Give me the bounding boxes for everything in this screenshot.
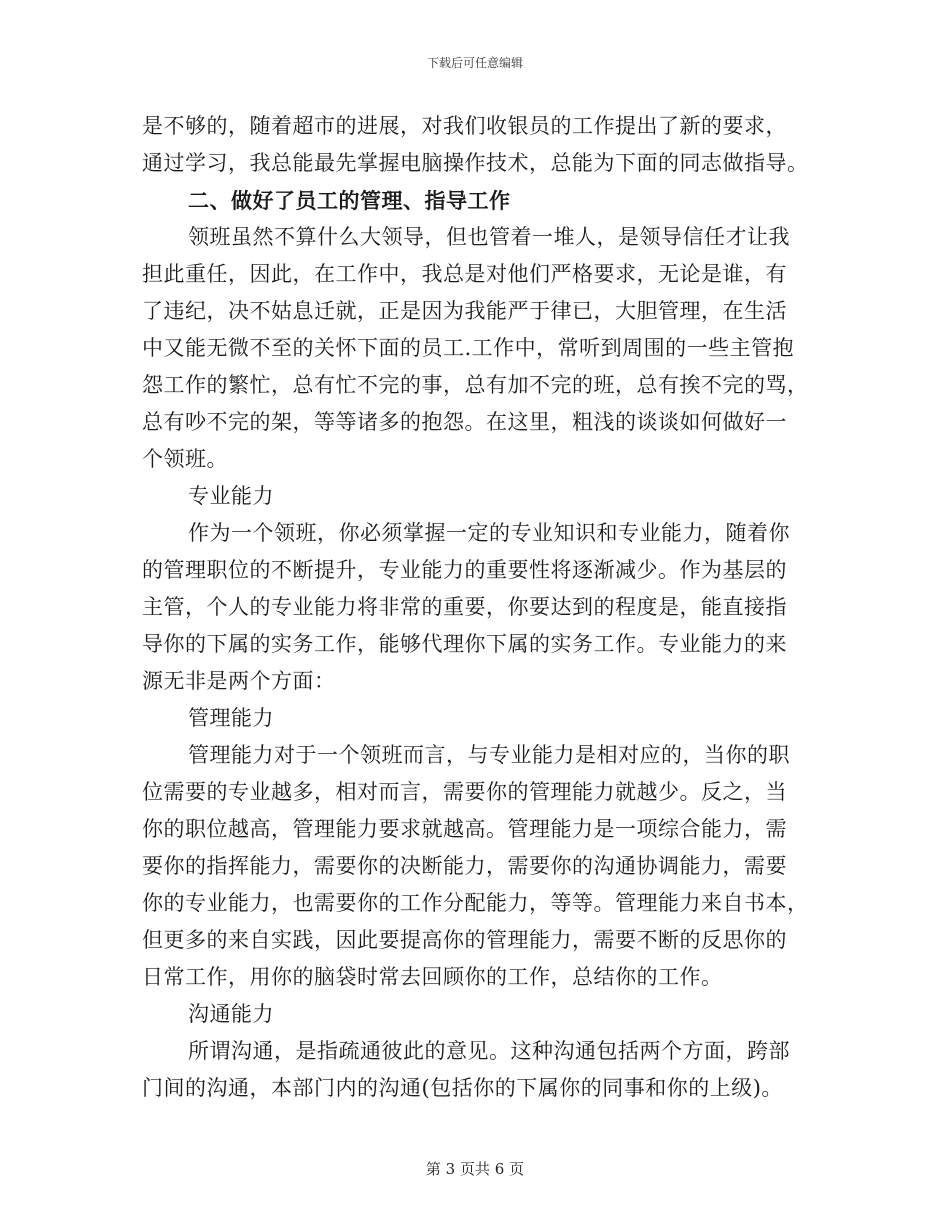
text-line: 中又能无微不至的关怀下面的员工.工作中，常听到周围的一些主管抱 [142,336,795,360]
text-line: 个领班。 [142,447,228,471]
text-line: 总有吵不完的架，等等诸多的抱怨。在这里，粗浅的谈谈如何做好一 [142,410,787,434]
section-heading: 二、做好了员工的管理、指导工作 [188,188,511,213]
text-line: 门间的沟通，本部门内的沟通(包括你的下属你的同事和你的上级)。 [142,1076,783,1100]
text-line: 担此重任，因此，在工作中，我总是对他们严格要求，无论是谁，有 [142,262,787,286]
text-line: 源无非是两个方面： [142,669,336,693]
text-line: 但更多的来自实践，因此要提高你的管理能力，需要不断的反思你的 [142,928,787,952]
page-header: 下载后可任意编辑 [426,56,523,70]
text-line: 你的专业能力，也需要你的工作分配能力，等等。管理能力来自书本， [142,891,809,915]
text-line: 主管，个人的专业能力将非常的重要，你要达到的程度是，能直接指 [142,595,787,619]
text-line: 通过学习，我总能最先掌握电脑操作技术，总能为下面的同志做指导。 [142,151,809,175]
text-line: 了违纪，决不姑息迁就，正是因为我能严于律已，大胆管理，在生活 [142,299,787,323]
text-line: 位需要的专业越多，相对而言，需要你的管理能力就越少。反之，当 [142,780,787,804]
document-body [142,108,812,1107]
text-line: 沟通能力 [188,1002,274,1026]
page-number-footer: 第 3 页共 6 页 [425,1160,525,1178]
text-line: 是不够的，随着超市的进展，对我们收银员的工作提出了新的要求， [142,114,787,138]
text-line: 管理能力 [188,706,274,730]
text-line: 你的职位越高，管理能力要求就越高。管理能力是一项综合能力，需 [142,817,787,841]
text-line: 日常工作，用你的脑袋时常去回顾你的工作，总结你的工作。 [142,965,723,989]
text-line: 怨工作的繁忙，总有忙不完的事，总有加不完的班，总有挨不完的骂， [142,373,809,397]
text-line: 所谓沟通，是指疏通彼此的意见。这种沟通包括两个方面，跨部 [188,1039,790,1063]
text-line: 要你的指挥能力，需要你的决断能力，需要你的沟通协调能力，需要 [142,854,787,878]
text-line: 的管理职位的不断提升，专业能力的重要性将逐渐减少。作为基层的 [142,558,787,582]
text-line: 作为一个领班，你必须掌握一定的专业知识和专业能力，随着你 [188,521,790,545]
text-line: 导你的下属的实务工作，能够代理你下属的实务工作。专业能力的来 [142,632,787,656]
text-line: 管理能力对于一个领班而言，与专业能力是相对应的，当你的职 [188,743,790,767]
text-line: 领班虽然不算什么大领导，但也管着一堆人，是领导信任才让我 [188,225,790,249]
text-line: 专业能力 [188,484,274,508]
